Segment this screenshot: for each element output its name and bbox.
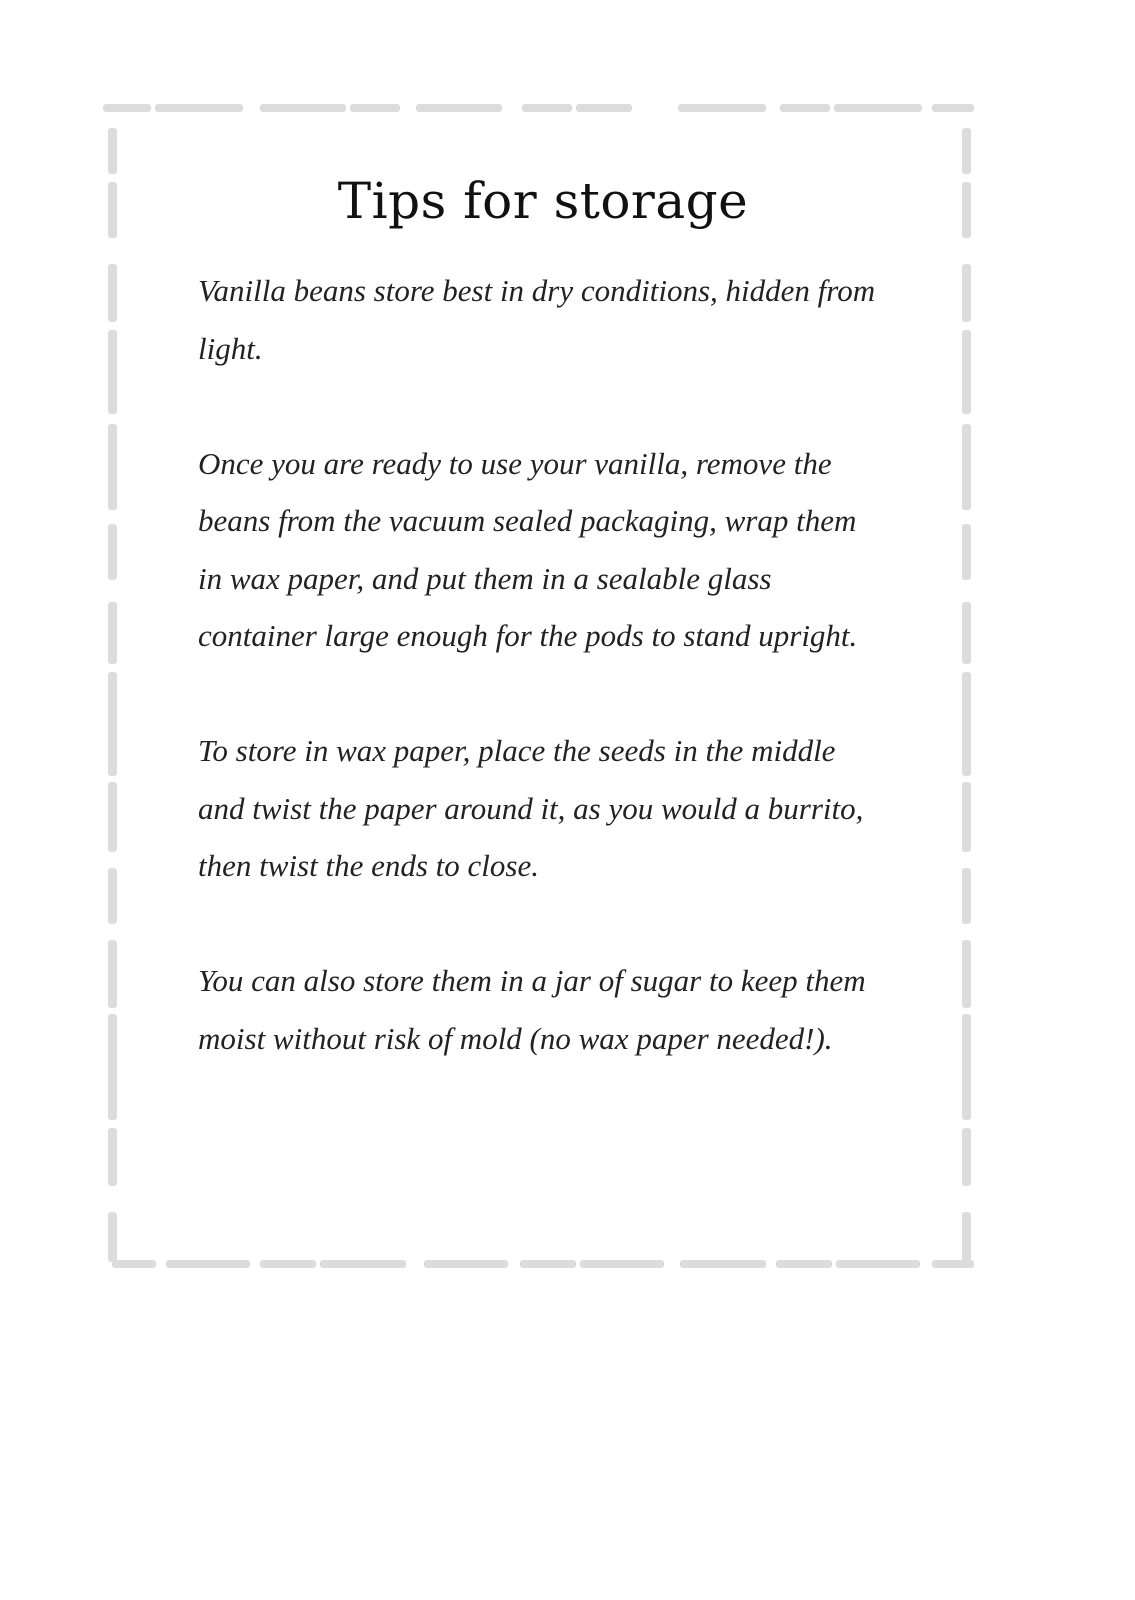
tip-paragraph-wrapping-method: To store in wax paper, place the seeds in the middle and twist the paper around it, as you would a burrito, then twist the ends to close.	[198, 733, 864, 883]
page-title: Tips for storage	[337, 172, 749, 230]
storage-tips-body	[198, 262, 888, 1125]
tip-paragraph-sugar-jar: You can also store them in a jar of sugar to keep them moist without risk of mold (no wax paper needed!).	[198, 963, 866, 1056]
tip-paragraph-dry-conditions: Vanilla beans store best in dry conditions, hidden from light.	[198, 273, 876, 366]
tip-paragraph-wax-paper-container: Once you are ready to use your vanilla, remove the beans from the vacuum sealed packaging, wrap them in wax paper, and put them in a sealable glass container large enough for the pods to stand upright.	[198, 445, 858, 653]
